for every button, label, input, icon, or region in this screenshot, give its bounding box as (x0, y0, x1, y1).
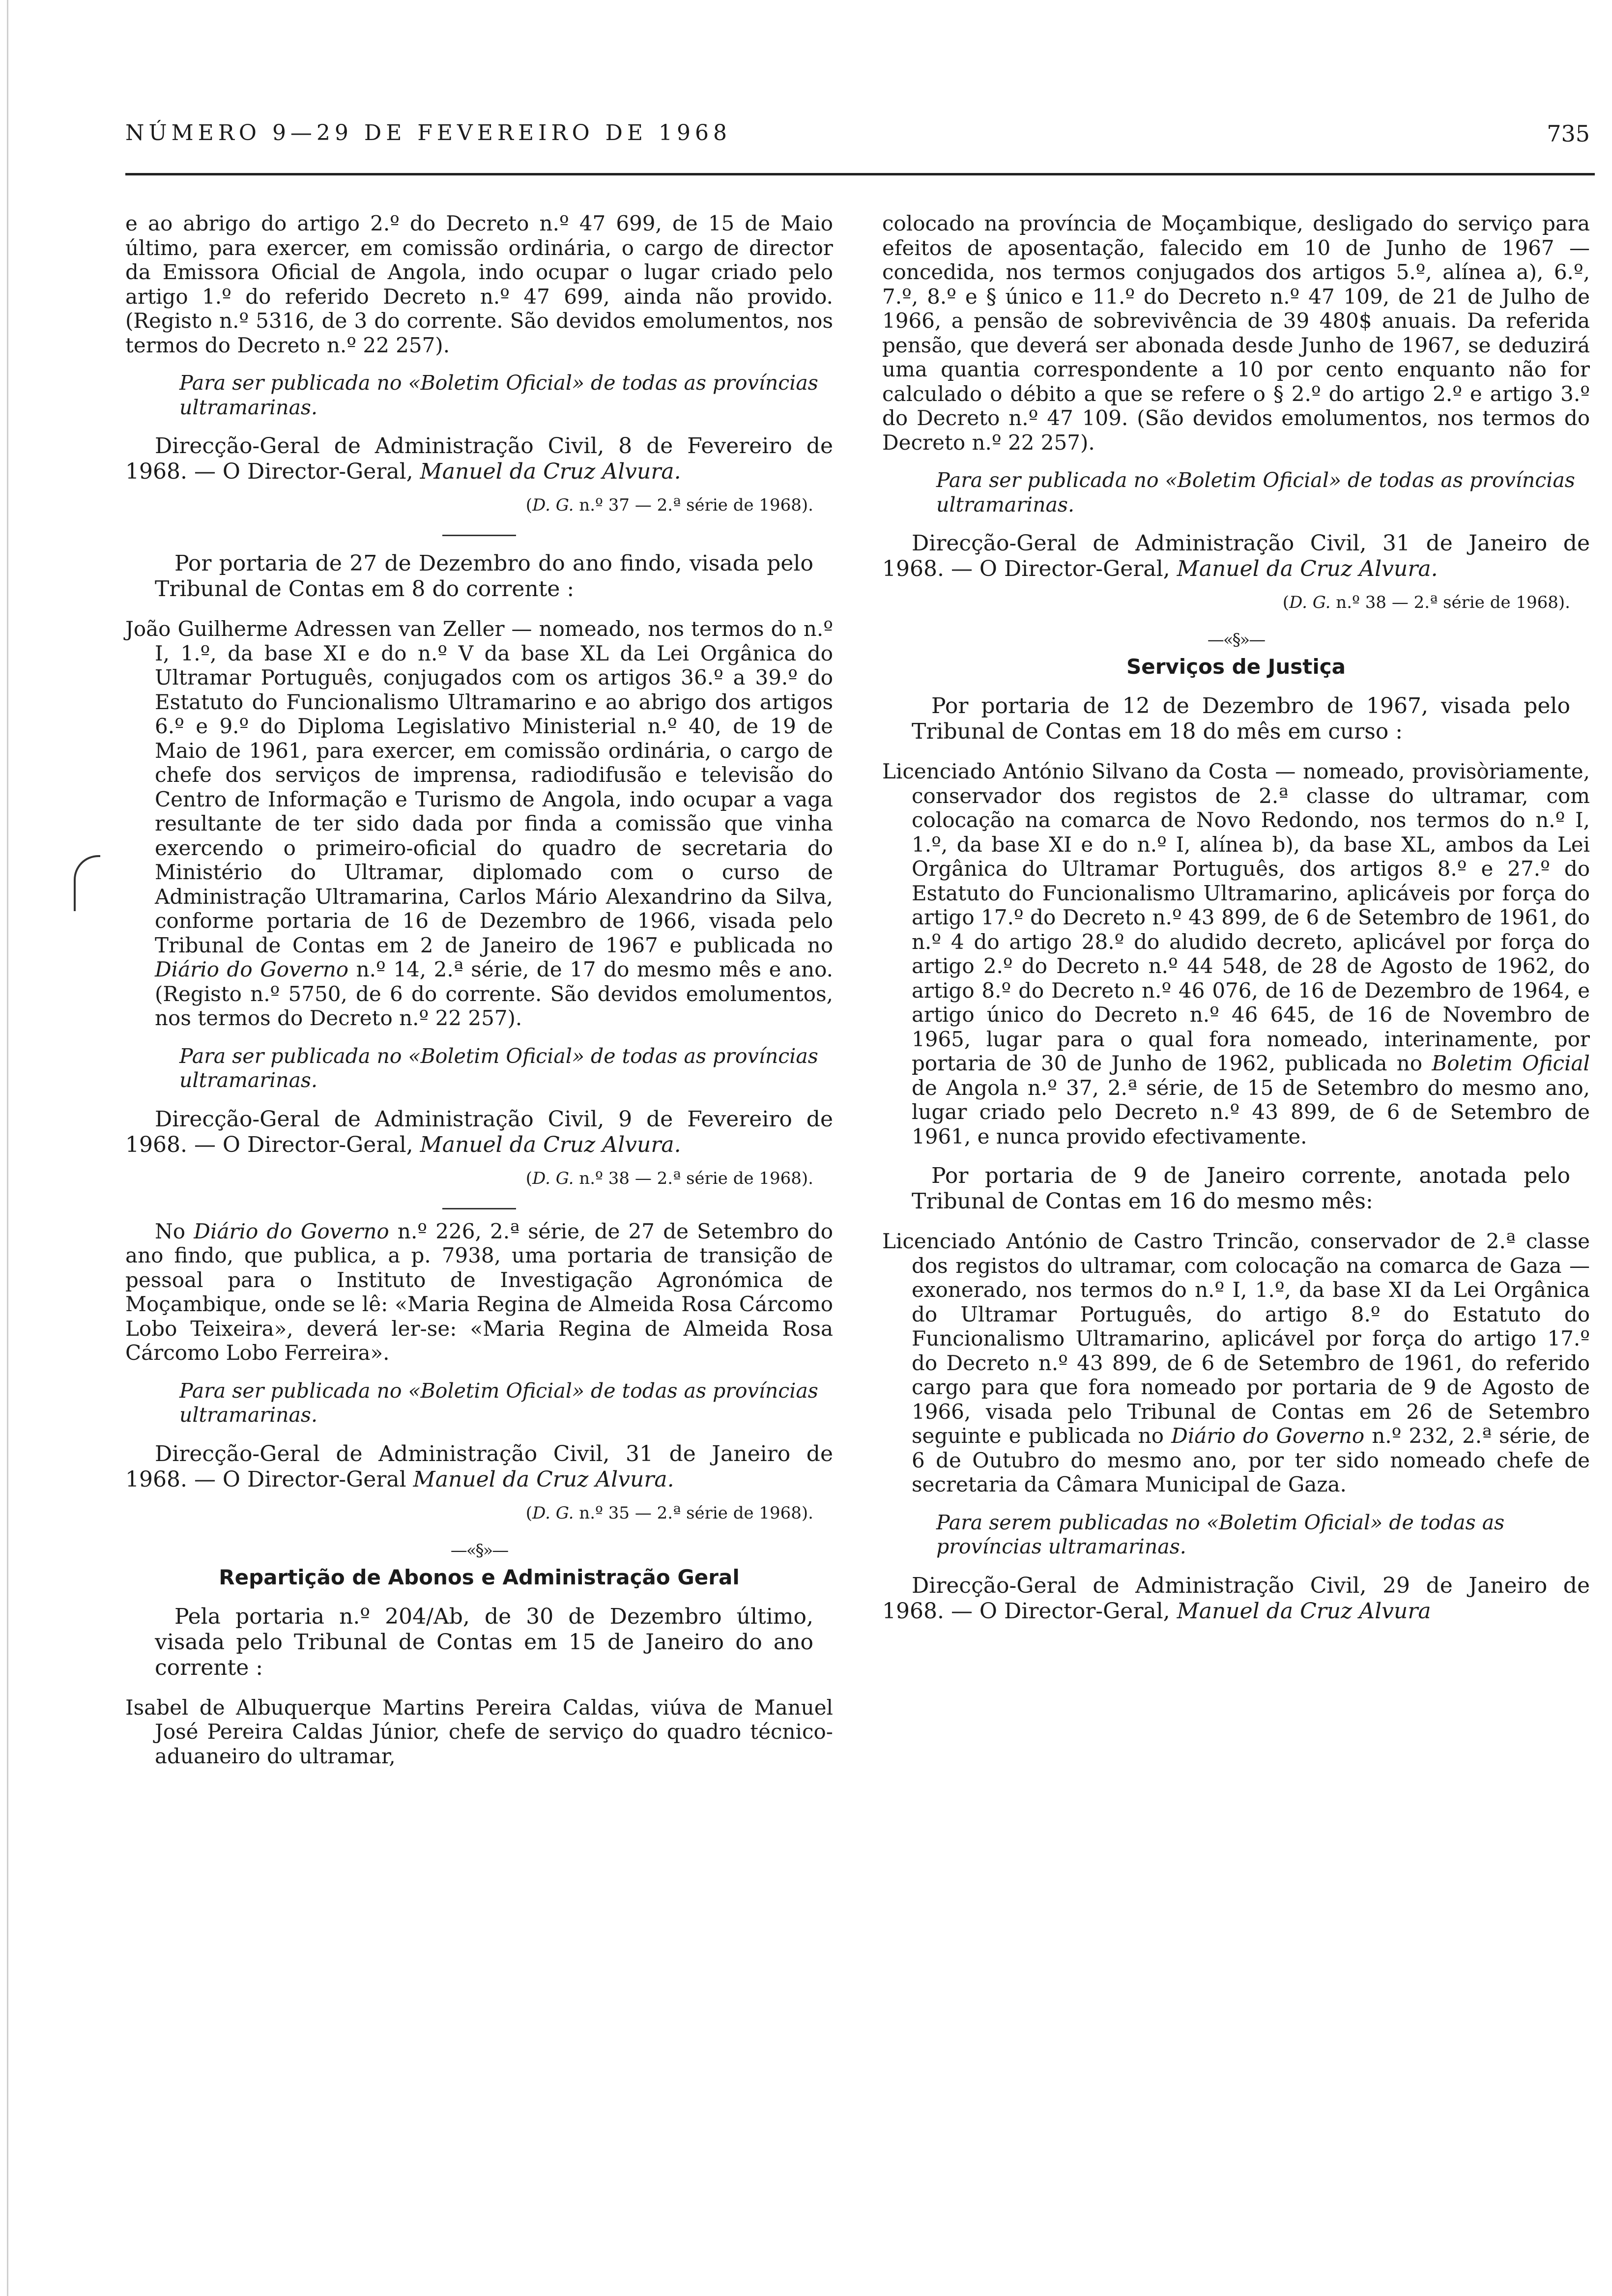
publication-note: Para ser publicada no «Boletim Oficial» de todas as províncias ultramarinas. (179, 1378, 818, 1427)
paragraph (882, 759, 1590, 1148)
source-reference: (D. G. n.º 37 — 2.ª série de 1968). (525, 495, 813, 515)
signature-line (125, 433, 833, 485)
page-edge (7, 0, 8, 2296)
margin-bracket-mark (74, 855, 100, 911)
signature-text: Direcção-Geral de Administração Civil, 9 de Fevereiro de 1968. — O Director-Geral, (125, 1106, 833, 1157)
source-reference: (D. G. n.º 35 — 2.ª série de 1968). (525, 1503, 813, 1523)
ornament-divider: —«§»— (450, 1540, 508, 1560)
signature-text: Direcção-Geral de Administração Civil, 29 de Janeiro de 1968. — O Director-Geral, (882, 1573, 1590, 1624)
paragraph-text: n.º 232, 2.ª série, de 6 de Outubro do mesmo ano, por ter sido nomeado chefe de secretaria da Câmara Municipal de Gaza. (912, 1424, 1590, 1496)
signature-line (125, 1107, 833, 1158)
publication-note: Para ser publicada no «Boletim Oficial» de todas as províncias ultramarinas. (179, 1044, 818, 1092)
signatory-name: Manuel da Cruz Alvura. (413, 1466, 674, 1492)
paragraph (125, 617, 833, 1031)
source-detail: n.º 38 — 2.ª série de 1968). (579, 1168, 813, 1188)
portaria-intro: Pela portaria n.º 204/Ab, de 30 de Dezembro último, visada pelo Tribunal de Contas em 15 de Janeiro do ano corrente : (155, 1604, 813, 1680)
right-column (882, 211, 1590, 1624)
publication-note: Para ser publicada no «Boletim Oficial» de todas as províncias ultramarinas. (179, 371, 818, 419)
source-abbrev: D. G. (532, 1503, 574, 1523)
signature-text: Direcção-Geral de Administração Civil, 8 de Fevereiro de 1968. — O Director-Geral, (125, 433, 833, 484)
issue-title: NÚMERO 9—29 DE FEVEREIRO DE 1968 (125, 120, 732, 145)
source-reference: (D. G. n.º 38 — 2.ª série de 1968). (1282, 593, 1570, 612)
source-detail: n.º 35 — 2.ª série de 1968). (579, 1503, 813, 1523)
signature-text: Direcção-Geral de Administração Civil, 31 de Janeiro de 1968. — O Director-Geral (125, 1441, 833, 1492)
source-detail: n.º 38 — 2.ª série de 1968). (1336, 593, 1570, 612)
paragraph-text: n.º 226, 2.ª série, de 27 de Setembro do ano findo, que publica, a p. 7938, uma portaria de transição de pessoal para o Instituto de Investigação Agronómica de Moçambique, onde se lê: «Maria Regina de Almeida Rosa Cárcomo Lobo Teixeira», deverá ler-se: «Maria Regina de Almeida Rosa Cárcomo Lobo Ferreira». (125, 1219, 834, 1365)
publication-title: Diário do Governo (194, 1219, 389, 1243)
publication-note: Para serem publicadas no «Boletim Oficial» de todas as províncias ultramarinas. (936, 1510, 1505, 1558)
signatory-name: Manuel da Cruz Alvura. (420, 459, 681, 484)
publication-title: Diário do Governo (1171, 1424, 1365, 1448)
publication-note: Para ser publicada no «Boletim Oficial» de todas as províncias ultramarinas. (936, 468, 1575, 517)
paragraph-text: Licenciado António Silvano da Costa — nomeado, provisòriamente, conservador dos registos de 2.ª classe do ultramar, com colocação na comarca de Novo Redondo, nos termos do n.º I, 1.º, da base XI e do n.º I, alínea b), da base XL, ambos da Lei Orgânica do Ultramar Português, dos artigos 8.º e 27.º do Estatuto do Funcionalismo Ultramarino, aplicáveis por força do artigo 17.º do Decreto n.º 43 899, de 6 de Setembro de 1961, do n.º 4 do artigo 28.º do aludido decreto, aplicável por força do artigo 2.º do Decreto n.º 44 548, de 28 de Agosto de 1962, do artigo 8.º do Decreto n.º 46 076, de 16 de Dezembro de 1964, e artigo único do Decreto n.º 46 645, de 16 de Novembro de 1965, lugar para o qual fora nomeado, interinamente, por portaria de 30 de Junho de 1962, publicada no (882, 759, 1590, 1075)
source-detail: n.º 37 — 2.ª série de 1968). (579, 495, 813, 515)
paragraph-text: João Guilherme Adressen van Zeller — nomeado, nos termos do n.º I, 1.º, da base XI e do n.º V da base XL da Lei Orgânica do Ultramar Português, conjugados com os artigos 36.º a 39.º do Estatuto do Funcionalismo Ultramarino e ao abrigo dos artigos 6.º e 9.º do Diploma Legislativo Ministerial n.º 40, de 19 de Maio de 1961, para exercer, em comissão ordinária, o cargo de chefe dos serviços de imprensa, radiodifusão e televisão do Centro de Informação e Turismo de Angola, indo ocupar a vaga resultante de ter sido dada por finda a comissão que vinha exercendo o primeiro-oficial do quadro de secretaria do Ministério do Ultramar, diplomado com o curso de Administração Ultramarina, Carlos Mário Alexandrino da Silva, conforme portaria de 16 de Dezembro de 1966, visada pelo Tribunal de Contas em 2 de Janeiro de 1967 e publicada no (125, 617, 833, 957)
portaria-intro: Por portaria de 9 de Janeiro corrente, anotada pelo Tribunal de Contas em 16 do mesmo mês: (912, 1163, 1570, 1214)
section-heading: Serviços de Justiça (1126, 655, 1346, 679)
paragraph-text: n.º 14, 2.ª série, de 17 do mesmo mês e ano. (Registo n.º 5750, de 6 do corrente. São devidos emolumentos, nos termos do Decreto n.º 22 257). (155, 957, 834, 1030)
paragraph-text: de Angola n.º 37, 2.ª série, de 15 de Setembro do mesmo ano, lugar criado pelo Decreto n.º 43 899, de 6 de Setembro de 1961, e nunca provido efectivamente. (912, 1075, 1590, 1148)
portaria-intro: Por portaria de 27 de Dezembro do ano findo, visada pelo Tribunal de Contas em 8 do corrente : (155, 551, 813, 602)
paragraph (882, 1229, 1590, 1497)
source-reference: (D. G. n.º 38 — 2.ª série de 1968). (525, 1168, 813, 1188)
signatory-name: Manuel da Cruz Alvura (1177, 1598, 1431, 1624)
paragraph-text: Licenciado António de Castro Trincão, conservador de 2.ª classe dos registos do ultramar, com colocação na comarca de Gaza — exonerado, nos termos do n.º I, 1.º, da base XI da Lei Orgânica do Ultramar Português, do artigo 8.º do Estatuto do Funcionalismo Ultramarino, aplicável por força do artigo 17.º do Decreto n.º 43 899, de 6 de Setembro de 1961, do referido cargo para que fora nomeado por portaria de 9 de Agosto de 1966, visada pelo Tribunal de Contas em 26 de Setembro seguinte e publicada no (882, 1229, 1590, 1448)
signature-line (125, 1441, 833, 1492)
header-rule (125, 173, 1595, 175)
signatory-name: Manuel da Cruz Alvura. (1177, 556, 1438, 581)
left-column (125, 211, 833, 1768)
paragraph: e ao abrigo do artigo 2.º do Decreto n.º 47 699, de 15 de Maio último, para exercer, em comissão ordinária, o cargo de director da Emissora Oficial de Angola, indo ocupar o lugar criado pelo artigo 1.º do referido Decreto n.º 47 699, ainda não provido. (Registo n.º 5316, de 3 do corrente. São devidos emolumentos, nos termos do Decreto n.º 22 257). (125, 211, 833, 357)
section-heading: Repartição de Abonos e Administração Geral (219, 1565, 740, 1589)
section-divider (442, 1208, 516, 1209)
paragraph: colocado na província de Moçambique, desligado do serviço para efeitos de aposentação, falecido em 10 de Junho de 1967 — concedida, nos termos conjugados dos artigos 5.º, alínea a), 6.º, 7.º, 8.º e § único e 11.º do Decreto n.º 47 109, de 21 de Julho de 1966, a pensão de sobrevivência de 39 480$ anuais. Da referida pensão, que deverá ser abonada desde Junho de 1967, se deduzirá uma quantia correspondente a 10 por cento enquanto não for calculado o débito a que se refere o § 2.º do artigo 2.º e artigo 3.º do Decreto n.º 47 109. (São devidos emolumentos, nos termos do Decreto n.º 22 257). (882, 211, 1590, 455)
source-abbrev: D. G. (532, 495, 574, 515)
paragraph: Isabel de Albuquerque Martins Pereira Caldas, viúva de Manuel José Pereira Caldas Júnior, chefe de serviço do quadro técnico-aduaneiro do ultramar, (125, 1695, 833, 1768)
ornament-divider: —«§»— (1207, 630, 1265, 650)
publication-title: Boletim Oficial (1432, 1051, 1590, 1075)
signature-line (882, 1573, 1590, 1624)
signatory-name: Manuel da Cruz Alvura. (420, 1132, 681, 1157)
signature-text: Direcção-Geral de Administração Civil, 31 de Janeiro de 1968. — O Director-Geral, (882, 531, 1590, 581)
publication-title: Diário do Governo (155, 957, 349, 981)
page-header (125, 120, 1595, 160)
page-number: 735 (1547, 120, 1590, 147)
source-abbrev: D. G. (1289, 593, 1331, 612)
paragraph-text: No (155, 1219, 186, 1243)
portaria-intro: Por portaria de 12 de Dezembro de 1967, visada pelo Tribunal de Contas em 18 do mês em curso : (912, 693, 1570, 744)
section-divider (442, 535, 516, 536)
source-abbrev: D. G. (532, 1168, 574, 1188)
paragraph (125, 1219, 833, 1365)
signature-line (882, 531, 1590, 582)
